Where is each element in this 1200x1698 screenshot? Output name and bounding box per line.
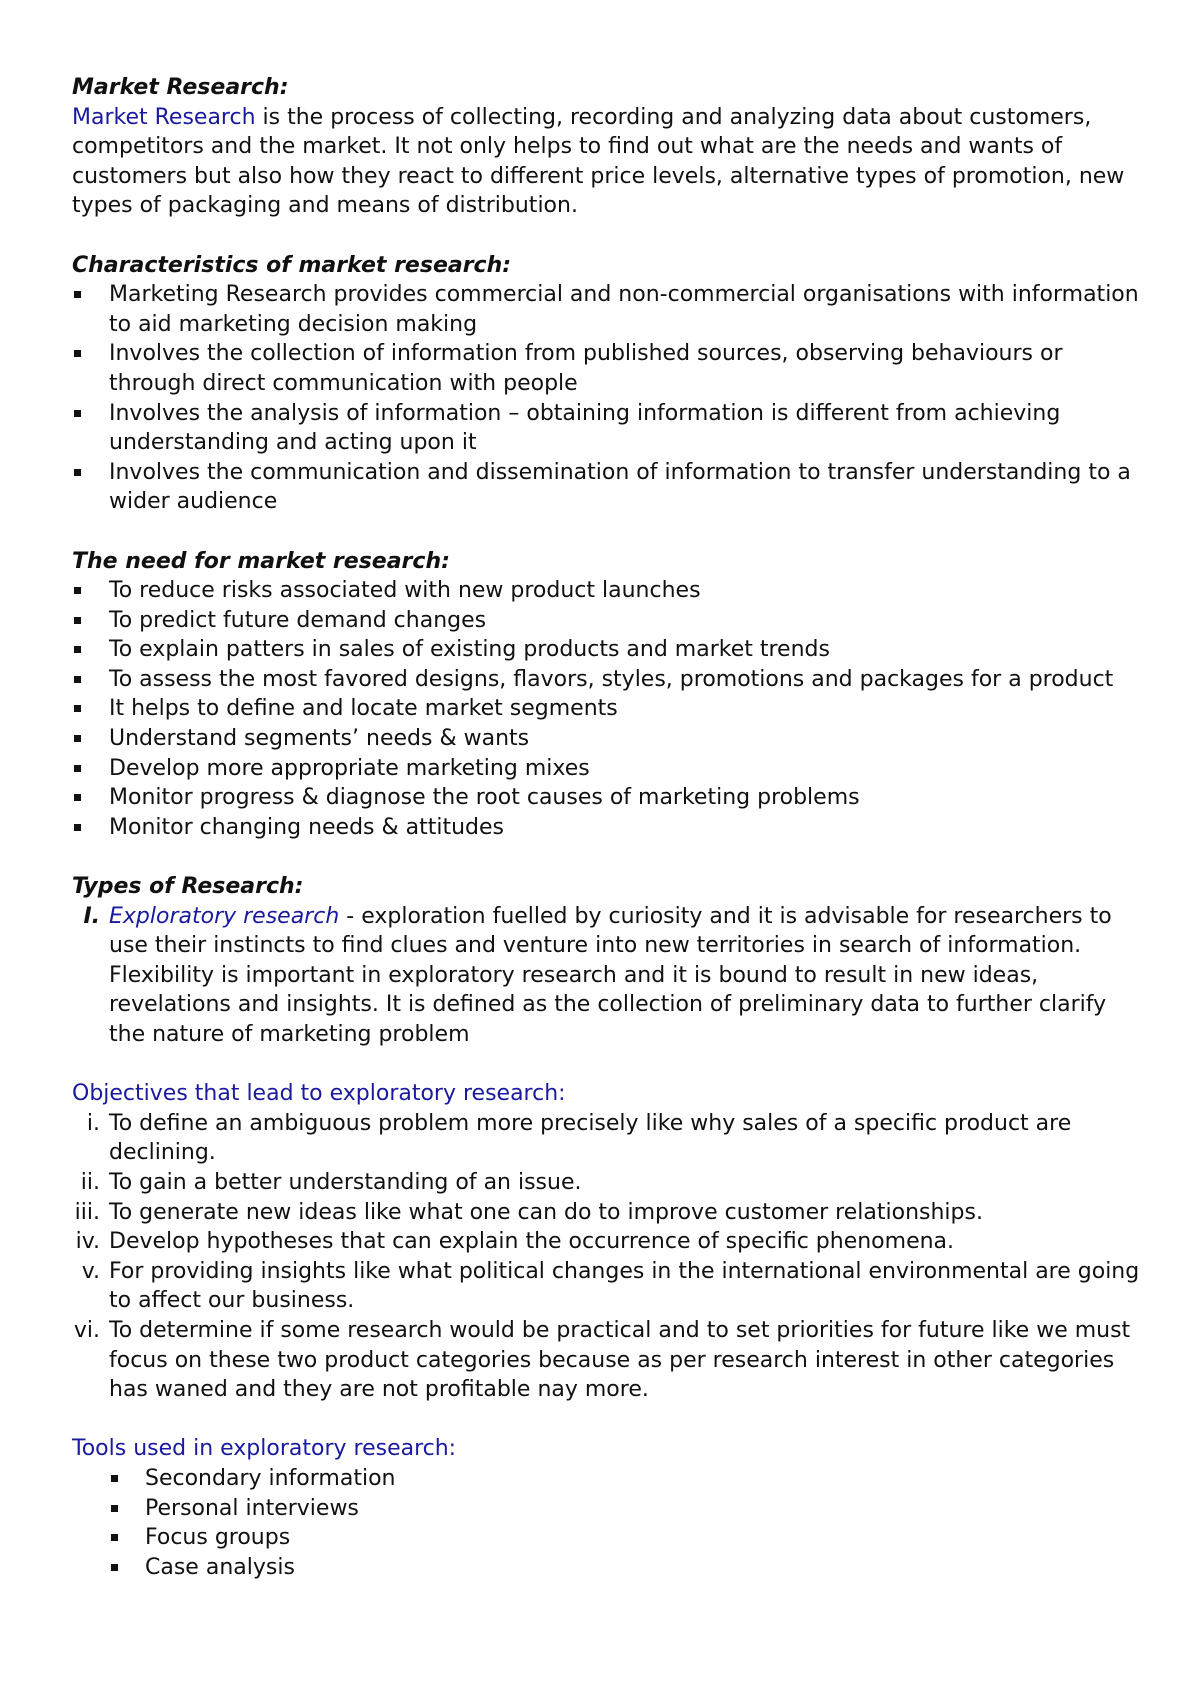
list-item-text: Monitor changing needs & attitudes bbox=[109, 814, 505, 840]
list-number: iv. bbox=[75, 1229, 100, 1255]
list-item bbox=[72, 339, 1142, 398]
square-bullet-icon bbox=[74, 646, 81, 653]
market-research-heading: Market Research: bbox=[72, 75, 289, 100]
need-section bbox=[72, 547, 1142, 843]
market-research-term: Market Research bbox=[72, 104, 256, 130]
list-item bbox=[72, 754, 1142, 784]
list-item bbox=[72, 1316, 1142, 1405]
market-research-definition: is the process of collecting, recording and analyzing data about customers, competitors and the market. It not only helps to find out what are the needs and wants of customers but also how they react to different price levels, alternative types of promotion, new types of packaging and means of distribution. bbox=[72, 104, 1125, 219]
square-bullet-icon bbox=[74, 410, 81, 417]
square-bullet-icon bbox=[74, 735, 81, 742]
types-section bbox=[72, 872, 1142, 1050]
square-bullet-icon bbox=[111, 1505, 118, 1512]
list-item bbox=[72, 813, 1142, 843]
list-item-text: To determine if some research would be practical and to set priorities for future like we must focus on these two product categories because as per research interest in other categories has waned and they are not profitable nay more. bbox=[109, 1317, 1131, 1403]
list-number: ii. bbox=[80, 1169, 100, 1195]
list-item-text: Focus groups bbox=[145, 1525, 291, 1551]
list-item bbox=[72, 399, 1142, 458]
objectives-section bbox=[72, 1079, 1142, 1405]
list-item bbox=[72, 665, 1142, 695]
list-item-text: Involves the collection of information from published sources, observing behaviours or through direct communication with people bbox=[109, 341, 1063, 396]
need-list bbox=[72, 576, 1142, 842]
list-item bbox=[72, 576, 1142, 606]
list-item bbox=[72, 1553, 1142, 1583]
list-item-text: Monitor progress & diagnose the root causes of marketing problems bbox=[109, 785, 860, 811]
list-item-text: To reduce risks associated with new product launches bbox=[109, 578, 701, 604]
list-number: i. bbox=[86, 1110, 100, 1136]
list-item-text: Case analysis bbox=[145, 1554, 295, 1580]
objectives-heading: Objectives that lead to exploratory research: bbox=[72, 1081, 566, 1107]
list-item bbox=[72, 724, 1142, 754]
list-item-text: Understand segments’ needs & wants bbox=[109, 726, 530, 752]
list-item-text: It helps to define and locate market segments bbox=[109, 696, 618, 722]
list-item-text: Involves the communication and dissemination of information to transfer understanding to a wider audience bbox=[109, 459, 1131, 515]
tools-section bbox=[72, 1434, 1142, 1582]
list-item bbox=[72, 902, 1142, 1050]
square-bullet-icon bbox=[74, 794, 81, 801]
exploratory-research-term: Exploratory research bbox=[109, 903, 340, 929]
square-bullet-icon bbox=[74, 765, 81, 772]
list-item-text: Marketing Research provides commercial and non-commercial organisations with information to aid marketing decision making bbox=[109, 282, 1139, 337]
square-bullet-icon bbox=[111, 1564, 118, 1571]
types-heading: Types of Research: bbox=[72, 874, 304, 900]
square-bullet-icon bbox=[111, 1475, 118, 1482]
list-item bbox=[72, 783, 1142, 813]
objectives-list bbox=[72, 1109, 1142, 1405]
list-item-text: To gain a better understanding of an issue. bbox=[109, 1169, 582, 1195]
list-item bbox=[72, 1257, 1142, 1316]
square-bullet-icon bbox=[74, 469, 81, 476]
list-number: v. bbox=[81, 1258, 100, 1284]
list-item-text: To predict future demand changes bbox=[109, 607, 487, 633]
square-bullet-icon bbox=[74, 617, 81, 624]
list-item bbox=[72, 1523, 1142, 1553]
list-item bbox=[72, 635, 1142, 665]
square-bullet-icon bbox=[74, 824, 81, 831]
list-number: I. bbox=[83, 903, 100, 929]
list-item-text: For providing insights like what political changes in the international environmental are going to affect our business. bbox=[109, 1258, 1140, 1314]
need-heading: The need for market research: bbox=[72, 548, 450, 574]
list-item-text: To generate new ideas like what one can do to improve customer relationships. bbox=[109, 1199, 983, 1225]
square-bullet-icon bbox=[111, 1534, 118, 1541]
square-bullet-icon bbox=[74, 587, 81, 594]
list-item-text: Secondary information bbox=[145, 1465, 396, 1491]
list-item bbox=[72, 280, 1142, 339]
square-bullet-icon bbox=[74, 291, 81, 298]
characteristics-list bbox=[72, 280, 1142, 517]
tools-heading: Tools used in exploratory research: bbox=[72, 1436, 457, 1462]
characteristics-heading: Characteristics of market research: bbox=[72, 252, 512, 278]
list-item-text: Involves the analysis of information – obtaining information is different from achieving understanding and acting upon it bbox=[109, 400, 1061, 456]
document-page bbox=[72, 73, 1142, 1582]
list-number: iii. bbox=[74, 1199, 100, 1225]
market-research-paragraph bbox=[72, 103, 1142, 221]
list-item bbox=[72, 1168, 1142, 1198]
list-item-text: To explain patters in sales of existing products and market trends bbox=[109, 637, 830, 663]
square-bullet-icon bbox=[74, 705, 81, 712]
list-item-text: Develop more appropriate marketing mixes bbox=[109, 755, 590, 781]
list-item bbox=[72, 1198, 1142, 1228]
list-item bbox=[72, 1227, 1142, 1257]
list-item bbox=[72, 458, 1142, 517]
list-item bbox=[72, 1494, 1142, 1524]
list-item bbox=[72, 1109, 1142, 1168]
list-item-text: To define an ambiguous problem more precisely like why sales of a specific product are declining. bbox=[109, 1110, 1072, 1166]
list-item bbox=[72, 1464, 1142, 1494]
exploratory-research-description: - exploration fuelled by curiosity and it is advisable for researchers to use their instincts to find clues and venture into new territories in search of information. Flexibility is important in exploratory research and it is bound to result in new ideas, revelations and insights. It is defined as the collection of preliminary data to further clarify the nature of marketing problem bbox=[109, 903, 1112, 1047]
tools-list bbox=[72, 1464, 1142, 1582]
square-bullet-icon bbox=[74, 350, 81, 357]
list-item-text: Develop hypotheses that can explain the occurrence of specific phenomena. bbox=[109, 1229, 955, 1255]
list-item bbox=[72, 694, 1142, 724]
list-item-text: Personal interviews bbox=[145, 1495, 359, 1521]
square-bullet-icon bbox=[74, 676, 81, 683]
list-number: vi. bbox=[73, 1317, 100, 1343]
characteristics-section bbox=[72, 251, 1142, 517]
types-list bbox=[72, 902, 1142, 1050]
list-item-text: To assess the most favored designs, flavors, styles, promotions and packages for a product bbox=[109, 666, 1114, 692]
list-item bbox=[72, 606, 1142, 636]
